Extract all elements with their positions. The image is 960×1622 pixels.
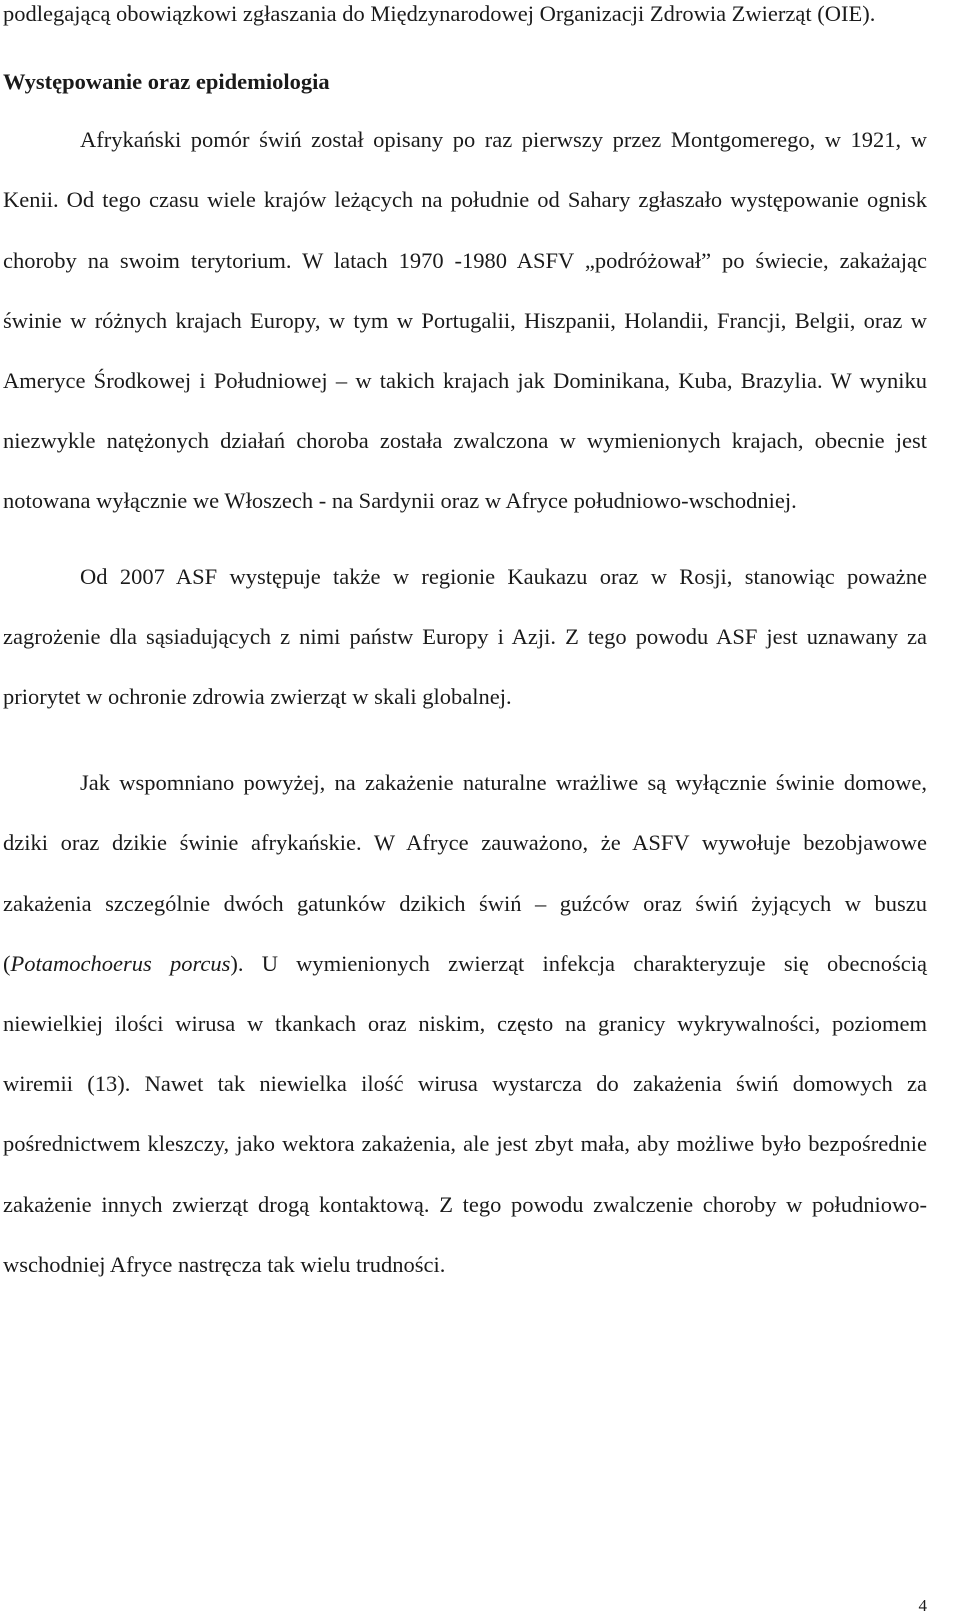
paragraph-epidemiology xyxy=(3,753,927,1295)
paragraph-text-after-italic: ). U wymienionych zwierząt infekcja charakteryzuje się obecnością niewielkiej ilości wirusa w tkankach oraz niskim, często na granicy wykrywalności, poziomem wiremii (13). Nawet tak niewielka ilość wirusa wystarcza do zakażenia świń domowych za pośrednictwem kleszczy, jako wektora zakażenia, ale jest zbyt mała, aby możliwe było bezpośrednie zakażenie innych zwierząt drogą kontaktową. Z tego powodu zwalczenie choroby w południowo-wschodniej Afryce nastręcza tak wielu trudności. xyxy=(3,950,927,1277)
paragraph-text-before-italic: Jak wspomniano powyżej, na zakażenie naturalne wrażliwe są wyłącznie świnie domowe, dziki oraz dzikie świnie afrykańskie. W Afryce zauważono, że ASFV wywołuje bezobjawowe zakażenia szczególnie dwóch gatunków dzikich świń – guźców oraz świń żyjących w buszu ( xyxy=(3,770,927,976)
paragraph-caucasus: Od 2007 ASF występuje także w regionie Kaukazu oraz w Rosji, stanowiąc poważne zagrożenie dla sąsiadujących z nimi państw Europy i Azji. Z tego powodu ASF jest uznawany za priorytet w ochronie zdrowia zwierząt w skali globalnej. xyxy=(3,563,927,710)
paragraph-history: Afrykański pomór świń został opisany po raz pierwszy przez Montgomerego, w 1921, w Kenii. Od tego czasu wiele krajów leżących na południe od Sahary zgłaszało występowanie ognisk choroby na swoim terytorium. W latach 1970 -1980 ASFV „podróżował” po świecie, zakażając świnie w różnych krajach Europy, w tym w Portugalii, Hiszpanii, Holandii, Francji, Belgii, oraz w Ameryce Środkowej i Południowej – w takich krajach jak Dominikana, Kuba, Brazylia. W wyniku niezwykle natężonych działań choroba została zwalczona w wymienionych krajach, obecnie jest notowana wyłącznie we Włoszech - na Sardynii oraz w Afryce południowo-wschodniej. xyxy=(3,127,927,514)
document-page xyxy=(3,0,927,1295)
page-number: 4 xyxy=(918,1596,927,1615)
species-latin-name: Potamochoerus porcus xyxy=(10,950,231,976)
section-heading: Występowanie oraz epidemiologia xyxy=(3,69,330,95)
continuation-paragraph: podlegającą obowiązkowi zgłaszania do Międzynarodowej Organizacji Zdrowia Zwierząt (OIE). xyxy=(3,1,876,26)
